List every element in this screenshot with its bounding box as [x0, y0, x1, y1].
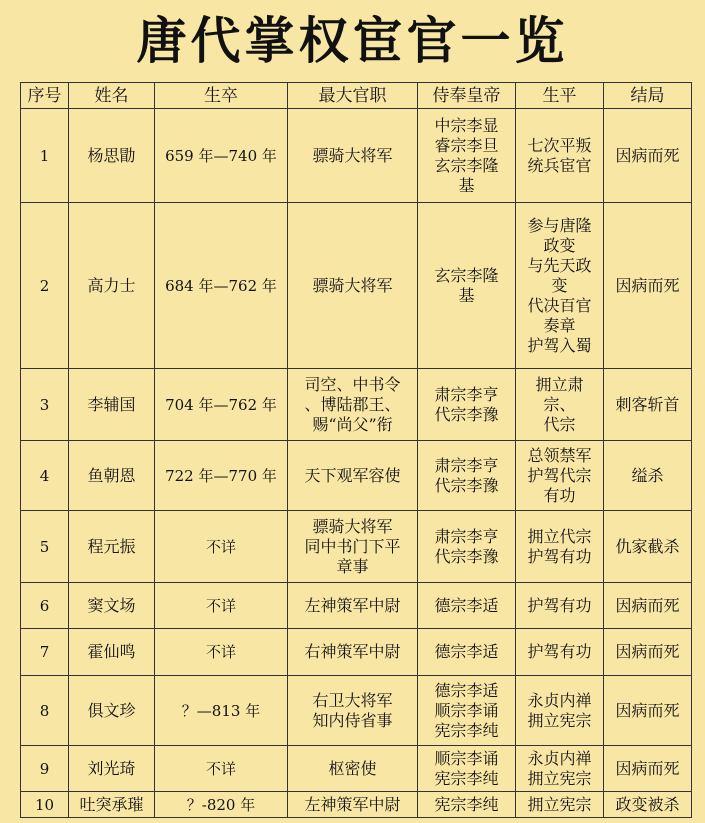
- cell-deeds-line: 拥立代宗: [527, 526, 592, 546]
- cell-emperors-line: 基: [458, 175, 475, 195]
- cell-deeds-line: 与先天政: [527, 255, 592, 275]
- cell-emperors-line: 代宗李豫: [434, 546, 499, 566]
- cell-name: 鱼朝恩: [69, 441, 155, 511]
- cell-emperors-line: 德宗李适: [434, 595, 499, 615]
- table-row: [21, 109, 692, 203]
- cell-num: 4: [21, 441, 69, 511]
- cell-emperors-line: 宪宗李纯: [434, 720, 499, 740]
- cell-emperors-line: 肃宗李亨: [434, 384, 499, 404]
- cell-office-line: 天下观军容使: [304, 465, 401, 485]
- cell-office-line: 司空、中书令: [304, 374, 401, 394]
- cell-office: [288, 203, 418, 369]
- cell-deeds: [516, 203, 604, 369]
- cell-deeds-line: 变: [551, 275, 568, 295]
- cell-emperors-line: 顺宗李诵: [434, 748, 499, 768]
- header-cell: 序号: [21, 83, 69, 109]
- cell-emperors: [418, 109, 516, 203]
- cell-fate: 刺客斩首: [604, 369, 692, 441]
- cell-emperors-line: 睿宗李旦: [434, 135, 499, 155]
- cell-office-line: 同中书门下平: [304, 536, 401, 556]
- page-title: 唐代掌权宦官一览: [136, 12, 569, 70]
- cell-fate: 因病而死: [604, 629, 692, 676]
- table-row: [21, 203, 692, 369]
- cell-office-line: 骠骑大将军: [312, 275, 393, 295]
- cell-office: [288, 676, 418, 746]
- cell-name: 杨思勖: [69, 109, 155, 203]
- cell-fate: 政变被杀: [604, 792, 692, 818]
- cell-deeds-line: 永贞内禅: [527, 690, 592, 710]
- cell-deeds-line: 护驾有功: [527, 642, 592, 661]
- cell-fate: 仇家截杀: [604, 511, 692, 583]
- cell-life: ？—813 年: [155, 676, 288, 746]
- cell-emperors: [418, 203, 516, 369]
- cell-deeds: [516, 109, 604, 203]
- cell-name: 李辅国: [69, 369, 155, 441]
- cell-deeds-line: 代宗: [543, 414, 576, 434]
- table-row: [21, 792, 692, 818]
- table-row: [21, 511, 692, 583]
- cell-office-line: 枢密使: [328, 758, 377, 778]
- cell-num: 3: [21, 369, 69, 441]
- cell-name: 窦文场: [69, 583, 155, 629]
- cell-deeds: [516, 792, 604, 818]
- header-cell: 生平: [516, 83, 604, 109]
- cell-fate: 缢杀: [604, 441, 692, 511]
- cell-office: [288, 629, 418, 676]
- cell-life: 不详: [155, 583, 288, 629]
- cell-fate: 因病而死: [604, 583, 692, 629]
- cell-emperors-line: 宪宗李纯: [434, 794, 499, 814]
- cell-num: 9: [21, 746, 69, 792]
- cell-deeds-line: 总领禁军: [527, 445, 592, 465]
- eunuch-table: [20, 82, 692, 818]
- cell-deeds-line: 永贞内禅: [527, 748, 592, 768]
- cell-emperors-line: 肃宗李亨: [434, 526, 499, 546]
- cell-emperors-line: 中宗李显: [434, 115, 499, 135]
- cell-office-line: 骠骑大将军: [312, 516, 393, 536]
- cell-office: [288, 583, 418, 629]
- cell-life: 722 年—770 年: [155, 441, 288, 511]
- cell-deeds-line: 参与唐隆: [527, 215, 592, 235]
- cell-num: 8: [21, 676, 69, 746]
- cell-office-line: 右卫大将军: [312, 690, 393, 710]
- cell-num: 1: [21, 109, 69, 203]
- cell-office-line: 赐“尚父”衔: [312, 414, 393, 434]
- cell-life: ？-820 年: [155, 792, 288, 818]
- cell-office: [288, 511, 418, 583]
- cell-num: 7: [21, 629, 69, 676]
- cell-num: 2: [21, 203, 69, 369]
- table-row: [21, 629, 692, 676]
- cell-deeds: [516, 511, 604, 583]
- cell-deeds-line: 护驾有功: [527, 546, 592, 566]
- header-cell: 最大官职: [288, 83, 418, 109]
- cell-name: 高力士: [69, 203, 155, 369]
- cell-name: 俱文珍: [69, 676, 155, 746]
- cell-emperors: [418, 676, 516, 746]
- header-row: [21, 83, 692, 109]
- cell-deeds-line: 七次平叛: [527, 135, 592, 155]
- cell-deeds-line: 代决百官: [527, 295, 592, 315]
- cell-name: 程元振: [69, 511, 155, 583]
- cell-deeds-line: 护驾入蜀: [527, 335, 592, 355]
- cell-deeds-line: 政变: [543, 235, 576, 255]
- cell-emperors-line: 代宗李豫: [434, 404, 499, 424]
- header-cell: 姓名: [69, 83, 155, 109]
- table-row: [21, 583, 692, 629]
- cell-deeds-line: 拥立宪宗: [527, 710, 592, 730]
- cell-deeds: [516, 676, 604, 746]
- cell-life: 659 年—740 年: [155, 109, 288, 203]
- cell-deeds-line: 拥立肃: [535, 374, 584, 394]
- cell-emperors: [418, 369, 516, 441]
- cell-name: 霍仙鸣: [69, 629, 155, 676]
- cell-emperors: [418, 629, 516, 676]
- cell-life: 684 年—762 年: [155, 203, 288, 369]
- cell-emperors-line: 德宗李适: [434, 642, 499, 661]
- table-row: [21, 746, 692, 792]
- header-cell: 结局: [604, 83, 692, 109]
- cell-emperors-line: 玄宗李隆: [434, 155, 499, 175]
- cell-num: 5: [21, 511, 69, 583]
- cell-emperors-line: 顺宗李诵: [434, 700, 499, 720]
- cell-deeds: [516, 746, 604, 792]
- cell-office-line: 知内侍省事: [312, 710, 393, 730]
- cell-emperors: [418, 746, 516, 792]
- table-row: [21, 441, 692, 511]
- cell-life: 不详: [155, 629, 288, 676]
- cell-fate: 因病而死: [604, 109, 692, 203]
- cell-deeds-line: 有功: [543, 485, 576, 505]
- cell-emperors-line: 代宗李豫: [434, 475, 499, 495]
- cell-deeds-line: 统兵宦官: [527, 155, 592, 175]
- cell-office-line: 章事: [336, 556, 369, 576]
- cell-life: 不详: [155, 746, 288, 792]
- cell-emperors-line: 宪宗李纯: [434, 768, 499, 788]
- cell-deeds: [516, 583, 604, 629]
- cell-office-line: 左神策军中尉: [304, 595, 401, 615]
- cell-num: 6: [21, 583, 69, 629]
- cell-life: 不详: [155, 511, 288, 583]
- cell-office-line: 、博陆郡王、: [304, 394, 401, 414]
- cell-office-line: 右神策军中尉: [304, 642, 401, 661]
- cell-office-line: 左神策军中尉: [304, 794, 401, 814]
- cell-emperors-line: 玄宗李隆: [434, 265, 499, 285]
- cell-deeds: [516, 629, 604, 676]
- cell-fate: 因病而死: [604, 676, 692, 746]
- cell-emperors: [418, 511, 516, 583]
- cell-emperors-line: 肃宗李亨: [434, 455, 499, 475]
- cell-deeds: [516, 369, 604, 441]
- cell-emperors-line: 德宗李适: [434, 680, 499, 700]
- cell-emperors: [418, 441, 516, 511]
- cell-office: [288, 109, 418, 203]
- cell-fate: 因病而死: [604, 203, 692, 369]
- cell-deeds-line: 拥立宪宗: [527, 768, 592, 788]
- cell-fate: 因病而死: [604, 746, 692, 792]
- cell-emperors: [418, 792, 516, 818]
- cell-life: 704 年—762 年: [155, 369, 288, 441]
- cell-name: 刘光琦: [69, 746, 155, 792]
- cell-emperors: [418, 583, 516, 629]
- cell-deeds: [516, 441, 604, 511]
- cell-office: [288, 441, 418, 511]
- header-cell: 侍奉皇帝: [418, 83, 516, 109]
- cell-office: [288, 792, 418, 818]
- cell-deeds-line: 宗、: [543, 394, 576, 414]
- cell-deeds-line: 护驾代宗: [527, 465, 592, 485]
- table-row: [21, 369, 692, 441]
- cell-name: 吐突承璀: [69, 792, 155, 818]
- header-cell: 生卒: [155, 83, 288, 109]
- cell-office-line: 骠骑大将军: [312, 145, 393, 165]
- cell-emperors-line: 基: [458, 285, 475, 305]
- cell-deeds-line: 拥立宪宗: [527, 794, 592, 814]
- cell-deeds-line: 奏章: [543, 315, 576, 335]
- cell-office: [288, 746, 418, 792]
- cell-num: 10: [21, 792, 69, 818]
- cell-deeds-line: 护驾有功: [527, 595, 592, 615]
- cell-office: [288, 369, 418, 441]
- table-row: [21, 676, 692, 746]
